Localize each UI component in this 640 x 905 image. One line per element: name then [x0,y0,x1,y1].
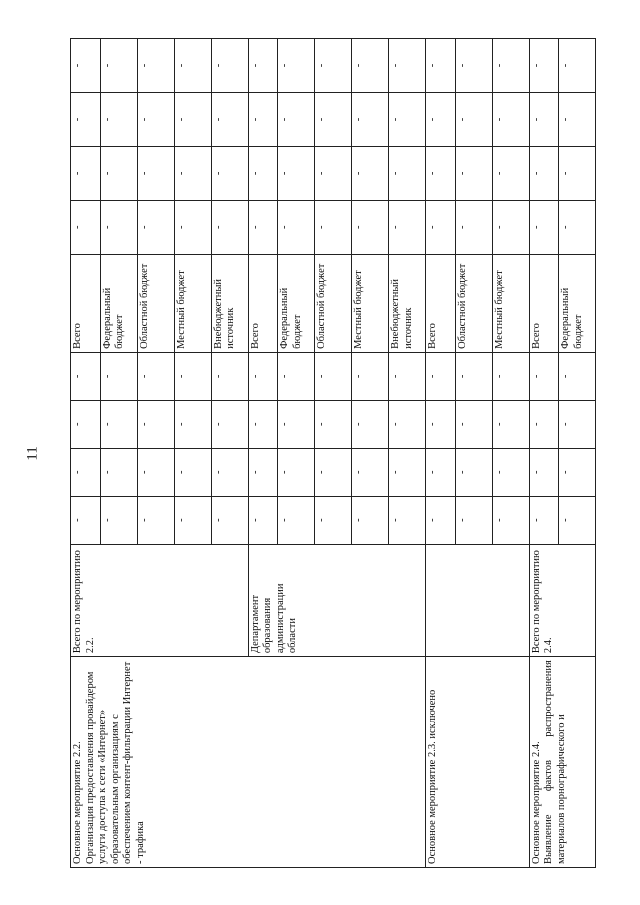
value-cell: - [492,352,529,400]
value-cell: - [137,200,174,254]
value-cell: - [529,39,559,93]
value-cell: - [248,400,278,448]
funding-source: Местный бюджет [492,254,529,352]
value-cell: - [174,200,211,254]
value-cell: - [455,200,492,254]
value-cell: - [174,146,211,200]
value-cell: - [426,39,456,93]
funding-source: Местный бюджет [174,254,211,352]
table-row [529,39,559,868]
measure-description [426,657,530,868]
value-cell: - [248,200,278,254]
value-cell: - [100,200,137,254]
value-cell: - [174,92,211,146]
table-row [426,39,456,868]
funding-source: Федеральный бюджет [278,254,315,352]
value-cell: - [137,92,174,146]
value-cell: - [248,496,278,544]
value-cell: - [248,352,278,400]
executor-cell [426,544,530,657]
value-cell: - [71,200,101,254]
executor-cell: Всего по мероприятию 2.4. [529,544,596,657]
value-cell: - [352,448,389,496]
value-cell: - [137,400,174,448]
funding-source: Областной бюджет [137,254,174,352]
value-cell: - [529,92,559,146]
value-cell: - [137,496,174,544]
value-cell: - [559,400,596,448]
funding-source: Областной бюджет [455,254,492,352]
value-cell: - [455,92,492,146]
value-cell: - [100,352,137,400]
rotated-table-wrapper [70,38,595,868]
value-cell: - [100,92,137,146]
measure-text: Основное мероприятие 2.3. исключено [427,689,439,864]
value-cell: - [71,448,101,496]
value-cell: - [529,352,559,400]
measure-description [529,657,596,868]
value-cell: - [211,92,248,146]
budget-table [70,38,596,868]
value-cell: - [315,39,352,93]
value-cell: - [315,448,352,496]
value-cell: - [455,352,492,400]
value-cell: - [248,39,278,93]
executor-cell: Департамент образования администрации области [248,544,426,657]
value-cell: - [211,352,248,400]
value-cell: - [71,39,101,93]
value-cell: - [492,200,529,254]
funding-source: Внебюджетный источник [389,254,426,352]
value-cell: - [315,496,352,544]
value-cell: - [389,146,426,200]
value-cell: - [211,39,248,93]
value-cell: - [352,352,389,400]
value-cell: - [426,92,456,146]
value-cell: - [137,146,174,200]
value-cell: - [137,39,174,93]
value-cell: - [174,448,211,496]
value-cell: - [174,39,211,93]
value-cell: - [559,92,596,146]
value-cell: - [315,352,352,400]
value-cell: - [529,400,559,448]
page-number: 11 [24,446,41,461]
funding-source: Федеральный бюджет [100,254,137,352]
value-cell: - [174,400,211,448]
table-body [71,39,596,868]
value-cell: - [492,448,529,496]
value-cell: - [278,400,315,448]
executor-cell: Всего по мероприятию 2.2. [71,544,249,657]
value-cell: - [352,400,389,448]
value-cell: - [559,200,596,254]
value-cell: - [100,496,137,544]
value-cell: - [278,448,315,496]
value-cell: - [278,496,315,544]
value-cell: - [559,496,596,544]
value-cell: - [211,400,248,448]
value-cell: - [248,146,278,200]
value-cell: - [426,496,456,544]
value-cell: - [389,448,426,496]
value-cell: - [455,496,492,544]
value-cell: - [100,39,137,93]
value-cell: - [389,92,426,146]
value-cell: - [174,352,211,400]
value-cell: - [211,496,248,544]
value-cell: - [389,200,426,254]
value-cell: - [352,200,389,254]
value-cell: - [389,352,426,400]
value-cell: - [455,146,492,200]
value-cell: - [559,146,596,200]
value-cell: - [315,92,352,146]
value-cell: - [100,400,137,448]
value-cell: - [71,352,101,400]
value-cell: - [278,352,315,400]
value-cell: - [426,448,456,496]
value-cell: - [352,39,389,93]
value-cell: - [426,200,456,254]
value-cell: - [529,146,559,200]
value-cell: - [389,400,426,448]
value-cell: - [100,448,137,496]
funding-source: Федеральный бюджет [559,254,596,352]
value-cell: - [174,496,211,544]
value-cell: - [315,200,352,254]
value-cell: - [426,400,456,448]
value-cell: - [71,400,101,448]
funding-source: Всего [529,254,559,352]
measure-text: Выявление фактов распространения материалов порнографического и [543,660,567,864]
value-cell: - [455,400,492,448]
value-cell: - [559,39,596,93]
value-cell: - [71,496,101,544]
value-cell: - [352,146,389,200]
value-cell: - [529,496,559,544]
value-cell: - [529,448,559,496]
value-cell: - [278,200,315,254]
value-cell: - [137,352,174,400]
funding-source: Всего [426,254,456,352]
value-cell: - [559,352,596,400]
funding-source: Областной бюджет [315,254,352,352]
value-cell: - [71,146,101,200]
measure-description [71,657,426,868]
value-cell: - [71,92,101,146]
measure-text: Основное мероприятие 2.2. [72,741,83,864]
value-cell: - [492,400,529,448]
value-cell: - [455,39,492,93]
value-cell: - [211,448,248,496]
value-cell: - [248,92,278,146]
value-cell: - [492,92,529,146]
value-cell: - [248,448,278,496]
value-cell: - [278,146,315,200]
value-cell: - [211,146,248,200]
funding-source: Местный бюджет [352,254,389,352]
measure-text: Организация предоставления провайдером услуги доступа к сети «Интернет» образовательным организациям с обеспечением контент-фильтрации Интернет - трафика [84,661,146,864]
funding-source: Внебюджетный источник [211,254,248,352]
value-cell: - [315,400,352,448]
value-cell: - [137,448,174,496]
value-cell: - [559,448,596,496]
value-cell: - [352,92,389,146]
value-cell: - [278,39,315,93]
value-cell: - [492,39,529,93]
value-cell: - [426,352,456,400]
value-cell: - [492,146,529,200]
measure-text: Основное мероприятие 2.4. [530,741,542,864]
value-cell: - [455,448,492,496]
value-cell: - [315,146,352,200]
value-cell: - [426,146,456,200]
value-cell: - [352,496,389,544]
value-cell: - [100,146,137,200]
value-cell: - [492,496,529,544]
value-cell: - [278,92,315,146]
value-cell: - [529,200,559,254]
table-row [71,39,101,868]
value-cell: - [389,496,426,544]
funding-source: Всего [71,254,101,352]
value-cell: - [211,200,248,254]
value-cell: - [389,39,426,93]
funding-source: Всего [248,254,278,352]
